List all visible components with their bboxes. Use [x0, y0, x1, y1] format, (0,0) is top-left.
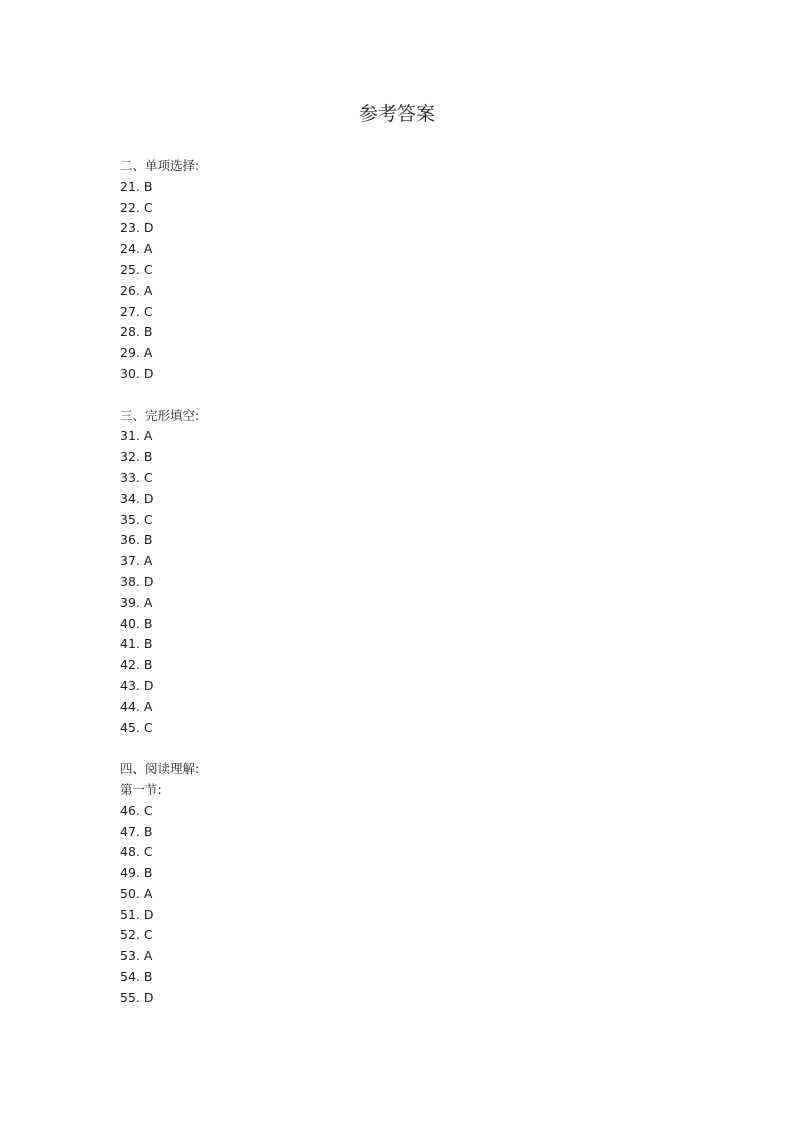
section-single-choice: [120, 156, 680, 385]
page-title: 参考答案: [358, 103, 435, 125]
answer-item: 28. B: [120, 324, 153, 340]
answer-item: 39. A: [120, 594, 153, 610]
answer-item: 43. D: [120, 677, 154, 693]
answer-item: 33. C: [120, 469, 153, 485]
answer-item: 25. C: [120, 261, 153, 277]
section-heading: 三、完形填空:: [120, 407, 200, 423]
answer-item: 44. A: [120, 698, 153, 714]
answer-item: 37. A: [120, 553, 153, 569]
answer-item: 22. C: [120, 199, 153, 215]
answer-item: 46. C: [120, 802, 153, 818]
answer-item: 35. C: [120, 511, 153, 527]
answer-item: 29. A: [120, 345, 153, 361]
answer-item: 21. B: [120, 178, 153, 194]
answer-item: 30. D: [120, 365, 154, 381]
section-heading: 二、单项选择:: [120, 158, 200, 173]
answer-item: 48. C: [120, 844, 153, 860]
section-spacer: [120, 738, 680, 759]
answer-item: 51. D: [120, 906, 154, 922]
answer-item: 31. A: [120, 428, 153, 444]
answer-item: 26. A: [120, 282, 153, 298]
answer-item: 55. D: [120, 989, 154, 1005]
answer-item: 24. A: [120, 241, 153, 257]
section-heading: 四、阅读理解:: [120, 761, 200, 777]
answer-item: 38. D: [120, 573, 154, 589]
answer-item: 47. B: [120, 823, 153, 839]
answer-item: 36. B: [120, 532, 153, 548]
answer-content: [120, 156, 680, 1009]
answer-item: 32. B: [120, 449, 153, 465]
section-subheading: 第一节:: [120, 781, 162, 797]
answer-item: 52. C: [120, 927, 153, 943]
answer-item: 41. B: [120, 636, 153, 652]
answer-item: 34. D: [120, 490, 154, 506]
section-spacer: [120, 385, 680, 406]
answer-item: 45. C: [120, 719, 153, 735]
answer-item: 23. D: [120, 220, 154, 236]
answer-item: 53. A: [120, 948, 153, 964]
section-cloze: [120, 406, 680, 739]
answer-item: 49. B: [120, 865, 153, 881]
section-reading: [120, 759, 680, 1009]
answer-item: 40. B: [120, 615, 153, 631]
answer-item: 50. A: [120, 885, 153, 901]
answer-item: 54. B: [120, 969, 153, 985]
answer-item: 27. C: [120, 303, 153, 319]
answer-item: 42. B: [120, 657, 153, 673]
